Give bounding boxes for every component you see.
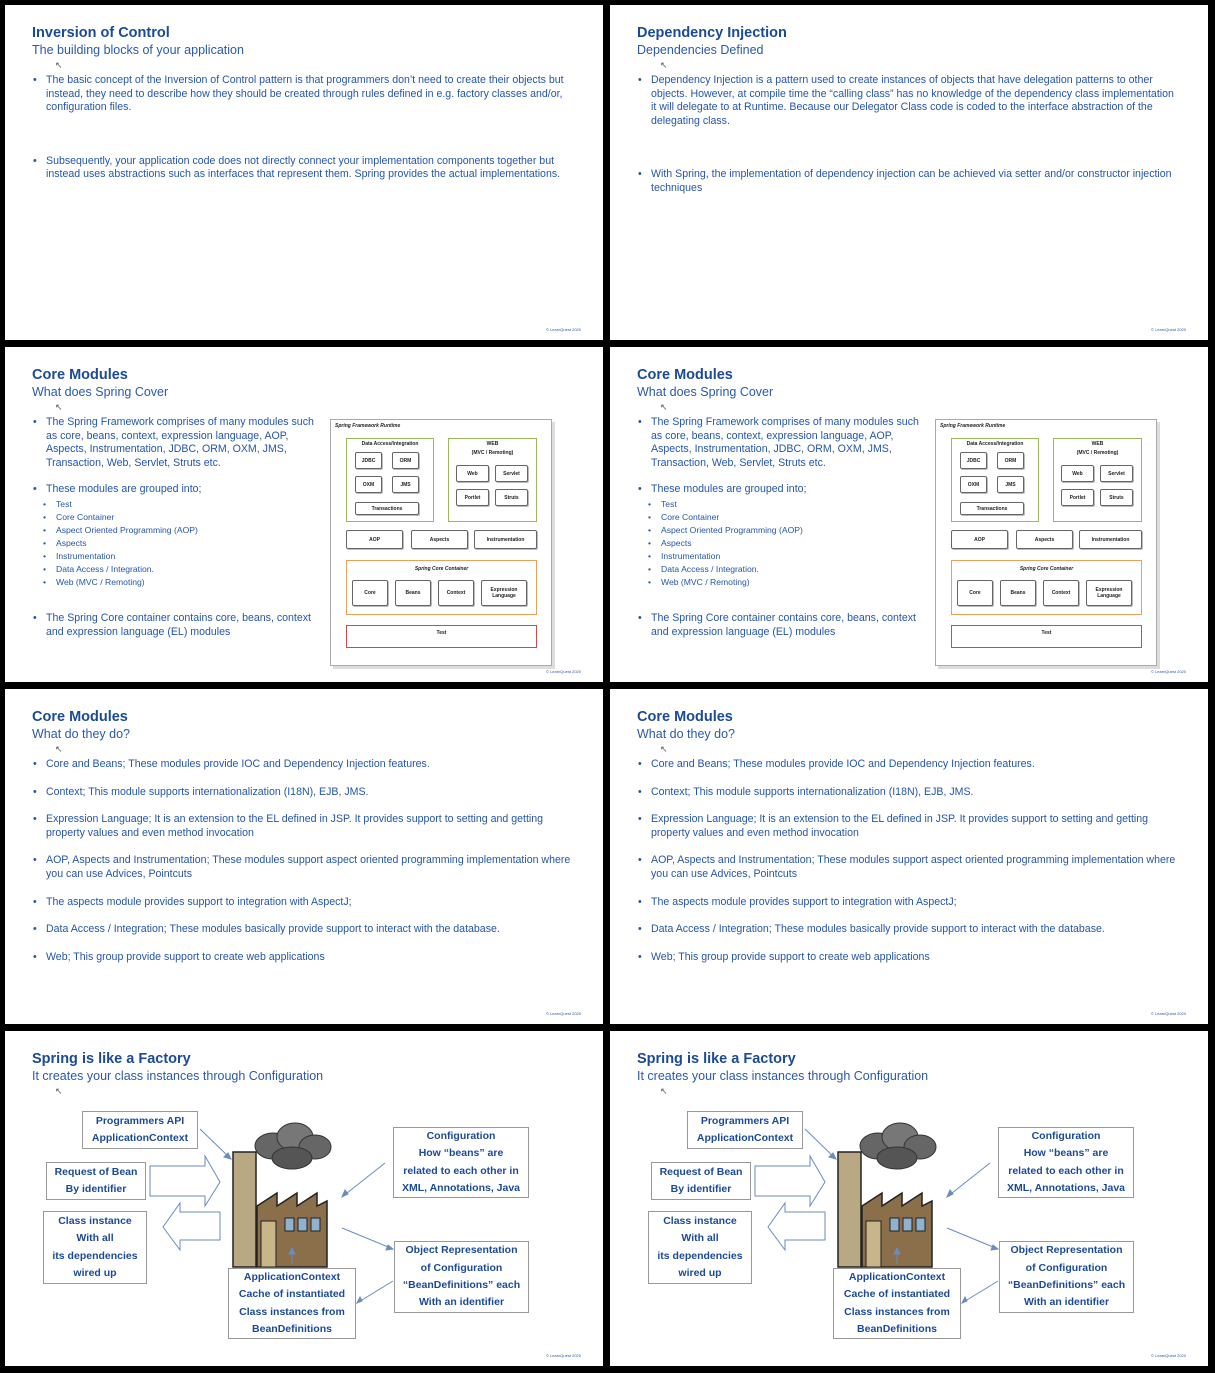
box-line: ApplicationContext: [91, 1132, 189, 1144]
box-line: ApplicationContext: [696, 1132, 794, 1144]
core-container-label: Spring Core Container: [414, 566, 469, 572]
slide-title: Spring is like a Factory: [637, 1051, 796, 1067]
mouse-cursor-icon: ↖: [660, 744, 668, 754]
bullet: • The Spring Framework comprises of many modules such as core, beans, context, expression language, AOP, Aspects, Instrumentation, JDBC, ORM, OXM, JMS, Transaction, Web, Servlet, Struts etc.: [637, 416, 932, 470]
struts-module: Struts: [495, 489, 528, 506]
box-line: Request of Bean: [659, 1165, 743, 1178]
mouse-cursor-icon: ↖: [660, 402, 668, 412]
factory-icon: [233, 1152, 327, 1267]
mouse-cursor-icon: ↖: [55, 402, 63, 412]
bullet: [637, 483, 932, 589]
bullet-list: [637, 416, 932, 639]
orm-module: ORM: [997, 452, 1024, 469]
programmers-api-box: [687, 1111, 803, 1149]
servlet-module: Servlet: [495, 465, 528, 482]
bullet: • Data Access / Integration; These modules basically provide support to interact with the database.: [637, 923, 1182, 937]
test-label: Test: [1041, 630, 1052, 636]
bullet-list: [637, 758, 1182, 964]
group-list: [647, 498, 932, 589]
box-line: BeanDefinitions: [857, 1322, 937, 1335]
box-line: How “beans” are: [1023, 1147, 1109, 1160]
group-item: • Aspects: [42, 537, 327, 550]
beans-module: Beans: [395, 580, 431, 606]
group-item: • Instrumentation: [42, 550, 327, 563]
copyright: © LearnQuest 2020: [546, 327, 581, 332]
box-line: Configuration: [1031, 1129, 1101, 1142]
bullet: • The basic concept of the Inversion of Control pattern is that programmers don’t need to create their objects but instead, they need to describe how they should be created through rules defined in e.g. factory classes and/or, configuration files.: [32, 74, 572, 115]
box-line: Cache of instantiated: [238, 1288, 346, 1301]
box-line: Configuration: [426, 1129, 496, 1142]
box-line: Programmers API: [700, 1114, 790, 1127]
request-bean-box: [46, 1162, 146, 1200]
slide-subtitle: It creates your class instances through Configuration: [32, 1069, 324, 1083]
object-representation-box: [394, 1241, 529, 1313]
group-item: • Aspect Oriented Programming (AOP): [647, 524, 932, 537]
bullet: • The aspects module provides support to integration with AspectJ;: [32, 896, 577, 910]
web-label: WEB: [1091, 441, 1104, 447]
class-instance-box: [43, 1211, 147, 1284]
bullet: • Data Access / Integration; These modules basically provide support to interact with the database.: [32, 923, 577, 937]
box-line: With an identifier: [1023, 1296, 1110, 1309]
bullet: • With Spring, the implementation of dependency injection can be achieved via setter and/or constructor injection techniques: [637, 168, 1182, 195]
context-module: Context: [438, 580, 474, 606]
box-line: wired up: [678, 1266, 722, 1279]
box-line: of Configuration: [420, 1261, 503, 1274]
group-list: [42, 498, 327, 589]
mouse-cursor-icon: ↖: [55, 60, 63, 70]
language-label: Language: [492, 593, 516, 599]
box-line: How “beans” are: [418, 1147, 504, 1160]
portlet-module: Portlet: [1061, 489, 1094, 506]
smoke-cloud-icon: [860, 1123, 936, 1169]
group-item: • Core Container: [647, 511, 932, 524]
mouse-cursor-icon: ↖: [55, 744, 63, 754]
box-line: BeanDefinitions: [252, 1322, 332, 1335]
bullet: • The aspects module provides support to integration with AspectJ;: [637, 896, 1182, 910]
web-module: Web: [456, 465, 489, 482]
group-item: • Aspect Oriented Programming (AOP): [42, 524, 327, 537]
box-line: With an identifier: [418, 1296, 505, 1309]
aspects-module: Aspects: [1016, 530, 1073, 549]
slide-subtitle: What do they do?: [637, 727, 735, 741]
bullet-list: [637, 74, 1182, 196]
slide-spring-factory: [610, 1031, 1208, 1366]
slide-title: Core Modules: [32, 709, 128, 725]
beans-module: Beans: [1000, 580, 1036, 606]
slide-title: Spring is like a Factory: [32, 1051, 191, 1067]
box-line: ApplicationContext: [848, 1270, 946, 1283]
bullet: [32, 483, 327, 589]
box-line: related to each other in: [403, 1164, 519, 1177]
box-line: Cache of instantiated: [843, 1288, 951, 1301]
copyright: © LearnQuest 2020: [546, 1353, 581, 1358]
oxm-module: OXM: [355, 476, 382, 493]
group-item: • Data Access / Integration.: [647, 563, 932, 576]
box-line: wired up: [73, 1266, 117, 1279]
language-label: Language: [1097, 593, 1121, 599]
bullet: • The Spring Framework comprises of many modules such as core, beans, context, expression language, AOP, Aspects, Instrumentation, JDBC, ORM, OXM, JMS, Transaction, Web, Servlet, Struts etc.: [32, 416, 327, 470]
box-line: With all: [76, 1232, 114, 1245]
bullet: • Context; This module supports internationalization (I18N), EJB, JMS.: [637, 786, 1182, 800]
bullet: • Web; This group provide support to create web applications: [32, 951, 577, 965]
expression-label: Expression: [1095, 587, 1123, 593]
servlet-module: Servlet: [1100, 465, 1133, 482]
bullet: • Expression Language; It is an extension to the EL defined in JSP. It provides support to setting and getting property values and even method invocation: [637, 813, 1182, 840]
bullet: • Core and Beans; These modules provide IOC and Dependency Injection features.: [637, 758, 1182, 772]
copyright: © LearnQuest 2020: [1151, 327, 1186, 332]
box-line: of Configuration: [1025, 1261, 1108, 1274]
data-access-label: Data Access/Integration: [966, 441, 1024, 447]
application-context-box: [833, 1268, 961, 1339]
box-line: Class instances from: [844, 1305, 950, 1318]
jms-module: JMS: [997, 476, 1024, 493]
web-sub-label: (MVC / Remoting): [1076, 450, 1119, 456]
box-line: Object Representation: [1010, 1244, 1123, 1257]
class-instance-box: [648, 1211, 752, 1284]
box-line: Class instances from: [239, 1305, 345, 1318]
copyright: © LearnQuest 2020: [1151, 1353, 1186, 1358]
mouse-cursor-icon: ↖: [660, 60, 668, 70]
slide-core-modules-what: [5, 689, 603, 1024]
bullet: • The Spring Core container contains core, beans, context and expression language (EL) modules: [32, 612, 327, 639]
runtime-label: Spring Framework Runtime: [335, 423, 401, 429]
portlet-module: Portlet: [456, 489, 489, 506]
slide-title: Core Modules: [637, 367, 733, 383]
context-module: Context: [1043, 580, 1079, 606]
application-context-box: [228, 1268, 356, 1339]
box-line: Class instance: [663, 1214, 737, 1227]
bullet: • AOP, Aspects and Instrumentation; These modules support aspect oriented programming implementation where you can use Advices, Pointcuts: [637, 854, 1182, 881]
box-line: Class instance: [58, 1214, 132, 1227]
web-sub-label: (MVC / Remoting): [471, 450, 514, 456]
bullet: • Core and Beans; These modules provide IOC and Dependency Injection features.: [32, 758, 577, 772]
transactions-module: Transactions: [355, 502, 419, 515]
slide-title: Dependency Injection: [637, 25, 787, 41]
web-module: Web: [1061, 465, 1094, 482]
request-bean-box: [651, 1162, 751, 1200]
bullet: • AOP, Aspects and Instrumentation; These modules support aspect oriented programming implementation where you can use Advices, Pointcuts: [32, 854, 577, 881]
copyright: © LearnQuest 2020: [1151, 1011, 1186, 1016]
core-container-label: Spring Core Container: [1019, 566, 1074, 572]
slide-title: Core Modules: [32, 367, 128, 383]
instrumentation-module: Instrumentation: [474, 530, 537, 549]
box-line: “BeanDefinitions” each: [1007, 1279, 1126, 1291]
expression-label: Expression: [490, 587, 518, 593]
slide-core-modules-cover: [610, 347, 1208, 682]
object-representation-box: [999, 1241, 1134, 1313]
bullet: • Dependency Injection is a pattern used to create instances of objects that have delegation patterns to other objects. However, at compile time the “calling class” has no knowledge of the dependency class implementation it will delegate to at Runtime. Because our Delegator Class code is coded to the interface abstraction of the delegating class.: [637, 74, 1182, 128]
core-module: Core: [352, 580, 388, 606]
slide-subtitle: Dependencies Defined: [637, 43, 764, 57]
aspects-module: Aspects: [411, 530, 468, 549]
box-line: Request of Bean: [54, 1165, 138, 1178]
test-label: Test: [436, 630, 447, 636]
box-line: related to each other in: [1008, 1164, 1124, 1177]
box-line: “BeanDefinitions” each: [402, 1279, 521, 1291]
bullet-text: These modules are grouped into;: [651, 483, 807, 496]
jdbc-module: JDBC: [960, 452, 987, 469]
oxm-module: OXM: [960, 476, 987, 493]
bullet: • Web; This group provide support to create web applications: [637, 951, 1182, 965]
slide-core-modules-what: [610, 689, 1208, 1024]
transactions-module: Transactions: [960, 502, 1024, 515]
copyright: © LearnQuest 2020: [546, 1011, 581, 1016]
box-line: ApplicationContext: [243, 1270, 341, 1283]
slide-inversion-of-control: [5, 5, 603, 340]
jms-module: JMS: [392, 476, 419, 493]
configuration-box: [393, 1127, 529, 1198]
programmers-api-box: [82, 1111, 198, 1149]
box-line: With all: [681, 1232, 719, 1245]
group-item: • Test: [42, 498, 327, 511]
data-access-label: Data Access/Integration: [361, 441, 419, 447]
configuration-box: [998, 1127, 1134, 1198]
smoke-cloud-icon: [255, 1123, 331, 1169]
box-line: Programmers API: [95, 1114, 185, 1127]
box-line: XML, Annotations, Java: [1006, 1181, 1126, 1194]
bullet-list: [32, 74, 572, 182]
web-label: WEB: [486, 441, 499, 447]
box-line: Object Representation: [405, 1244, 518, 1257]
bullet-list: [32, 758, 577, 964]
slide-title: Core Modules: [637, 709, 733, 725]
jdbc-module: JDBC: [355, 452, 382, 469]
factory-icon: [838, 1152, 932, 1267]
expression-language-module: [1086, 580, 1132, 606]
group-item: • Data Access / Integration.: [42, 563, 327, 576]
slide-subtitle: What does Spring Cover: [32, 385, 169, 399]
copyright: © LearnQuest 2020: [546, 669, 581, 674]
bullet-text: These modules are grouped into;: [46, 483, 202, 496]
box-line: By identifier: [670, 1183, 732, 1195]
group-item: • Web (MVC / Remoting): [647, 576, 932, 589]
slide-spring-factory: [5, 1031, 603, 1366]
slide-subtitle: The building blocks of your application: [32, 43, 244, 57]
bullet: • The Spring Core container contains core, beans, context and expression language (EL) modules: [637, 612, 932, 639]
instrumentation-module: Instrumentation: [1079, 530, 1142, 549]
aop-module: AOP: [346, 530, 403, 549]
slide-title: Inversion of Control: [32, 25, 170, 41]
mouse-cursor-icon: ↖: [55, 1086, 63, 1096]
slide-subtitle: What does Spring Cover: [637, 385, 774, 399]
struts-module: Struts: [1100, 489, 1133, 506]
box-line: its dependencies: [52, 1249, 138, 1262]
bullet: • Subsequently, your application code does not directly connect your implementation components together but instead uses abstractions such as interfaces that represent them. Spring provides the actual implementations.: [32, 155, 572, 182]
aop-module: AOP: [951, 530, 1008, 549]
spring-runtime-diagram: [935, 419, 1157, 666]
orm-module: ORM: [392, 452, 419, 469]
slide-subtitle: What do they do?: [32, 727, 130, 741]
slide-subtitle: It creates your class instances through Configuration: [637, 1069, 929, 1083]
copyright: © LearnQuest 2020: [1151, 669, 1186, 674]
core-module: Core: [957, 580, 993, 606]
group-item: • Instrumentation: [647, 550, 932, 563]
spring-runtime-diagram: [330, 419, 552, 666]
bullet: • Expression Language; It is an extension to the EL defined in JSP. It provides support to setting and getting property values and even method invocation: [32, 813, 577, 840]
slide-core-modules-cover: [5, 347, 603, 682]
group-item: • Test: [647, 498, 932, 511]
bullet-list: [32, 416, 327, 639]
bullet: • Context; This module supports internationalization (I18N), EJB, JMS.: [32, 786, 577, 800]
runtime-label: Spring Framework Runtime: [940, 423, 1006, 429]
group-item: • Web (MVC / Remoting): [42, 576, 327, 589]
mouse-cursor-icon: ↖: [660, 1086, 668, 1096]
group-item: • Aspects: [647, 537, 932, 550]
box-line: By identifier: [65, 1183, 127, 1195]
slide-dependency-injection: [610, 5, 1208, 340]
box-line: its dependencies: [657, 1249, 743, 1262]
box-line: XML, Annotations, Java: [401, 1181, 521, 1194]
group-item: • Core Container: [42, 511, 327, 524]
expression-language-module: [481, 580, 527, 606]
